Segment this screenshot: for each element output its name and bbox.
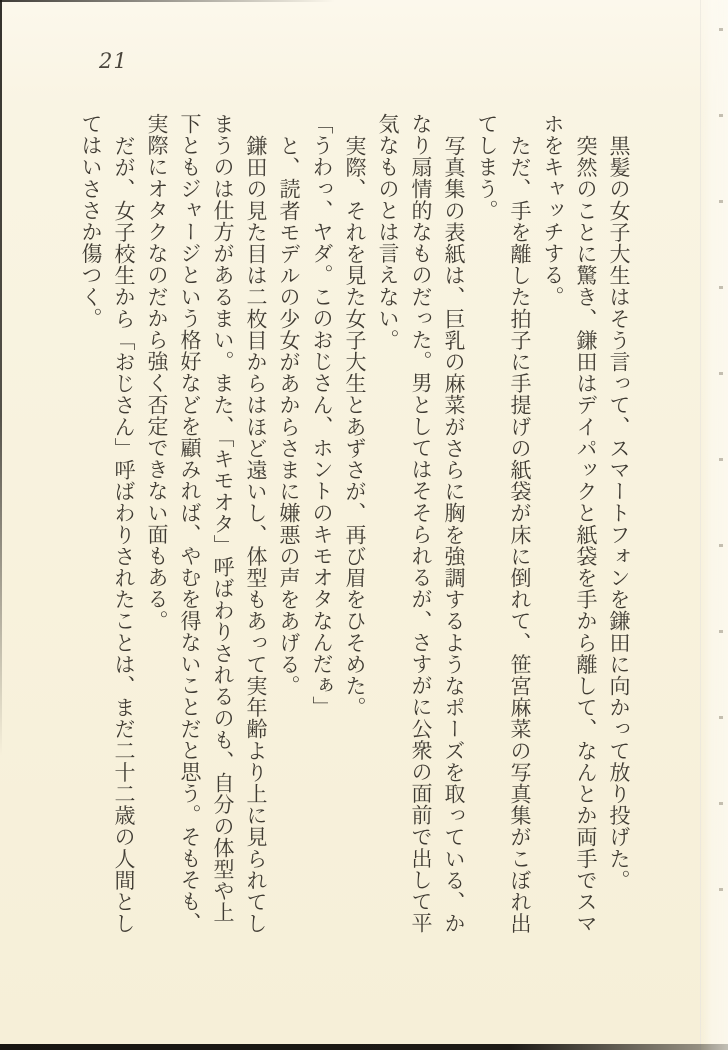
scan-edge-top — [0, 0, 335, 2]
paragraph: 写真集の表紙は、巨乳の麻菜がさらに胸を強調するようなポーズを取っている、かなり扇情的なものだった。男としてはそそられるが、さすがに公衆の面前で出して平気なものとは言えない。 — [376, 113, 466, 934]
paragraph: 実際、それを見た女子大生とあずさが、再び眉をひそめた。 — [343, 134, 367, 718]
page-edge-band — [700, 0, 728, 1050]
paragraph: だが、女子校生から「おじさん」呼ばわりされたことは、まだ二十二歳の人間としてはいささか傷つく。 — [79, 113, 136, 934]
paragraph: 「うわっ、ヤダ。このおじさん、ホントのキモオタなんだぁ」 — [310, 113, 334, 718]
vertical-text-block — [74, 113, 635, 940]
paragraph: と、読者モデルの少女があからさまに嫌悪の声をあげる。 — [277, 134, 301, 697]
paragraph: 突然のことに驚き、鎌田はデイパックと紙袋を手から離して、なんとか両手でスマホをキャッチする。 — [541, 113, 598, 934]
paragraph: ただ、手を離した拍子に手提げの紙袋が床に倒れて、笹宮麻菜の写真集がこぼれ出てしまう。 — [475, 113, 532, 934]
paragraph: 黒髪の女子大生はそう言って、スマートフォンを鎌田に向かって放り投げた。 — [607, 134, 631, 891]
page-edge-texture — [719, 28, 723, 948]
paragraph: 鎌田の見た目は二枚目からはほど遠いし、体型もあって実年齢より上に見られてしまうのは仕方があるまい。また、「キモオタ」呼ばわりされるのも、自分の体型や上下ともジャージという格好などを顧みれば、やむを得ないことだと思う。そもそも、実際にオタクなのだから強く否定できない面もある。 — [145, 113, 268, 934]
scan-edge-bottom — [0, 1044, 728, 1050]
scan-edge-left — [0, 0, 2, 756]
page-number: 21 — [99, 49, 128, 73]
